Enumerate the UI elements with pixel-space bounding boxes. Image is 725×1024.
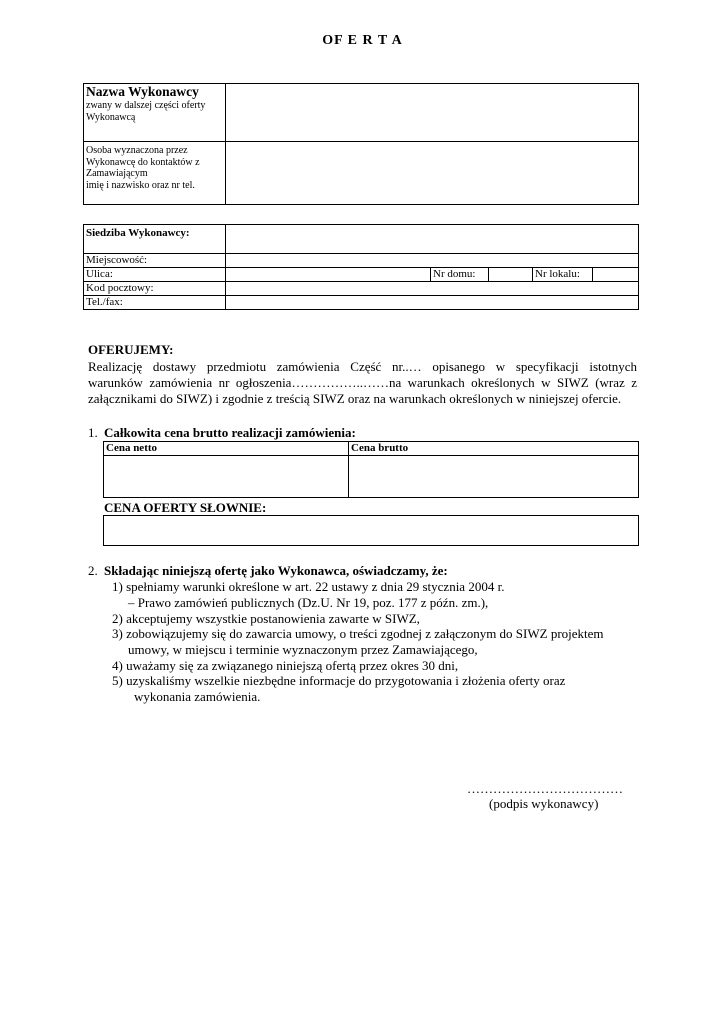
price-table — [103, 441, 639, 498]
house-no-field[interactable] — [489, 268, 533, 282]
postcode-label: Kod pocztowy: — [84, 282, 226, 296]
offer-line-3: załącznikami do SIWZ) i zgodnie z treścią SIWZ oraz na warunkach określonych w niniejszej ofercie. — [88, 391, 622, 406]
declaration-number: 2. — [88, 563, 98, 578]
declaration-item-1b: – Prawo zamówień publicznych (Dz.U. Nr 19, poz. 177 z późn. zm.), — [128, 595, 489, 610]
declaration-item-5b: wykonania zamówienia. — [134, 689, 261, 704]
seat-table — [83, 224, 639, 310]
contact-person-label — [84, 142, 226, 205]
city-label: Miejscowość: — [84, 254, 226, 268]
phone-label: Tel./fax: — [84, 296, 226, 310]
net-price-field[interactable] — [104, 456, 349, 498]
contact-line-4: imię i nazwisko oraz nr tel. — [86, 179, 195, 191]
declaration-item-3b: umowy, w miejscu i terminie wyznaczonym przez Zamawiającego, — [128, 642, 478, 657]
seat-field[interactable] — [226, 225, 639, 254]
gross-price-label: Cena brutto — [349, 442, 639, 456]
declaration-item-5a: 5) uzyskaliśmy wszelkie niezbędne informacje do przygotowania i złożenia oferty oraz — [112, 673, 566, 688]
street-label: Ulica: — [84, 268, 226, 282]
city-field[interactable] — [226, 254, 639, 268]
contact-line-2: Wykonawcę do kontaktów z — [86, 156, 200, 168]
postcode-field[interactable] — [226, 282, 639, 296]
phone-field[interactable] — [226, 296, 639, 310]
street-field[interactable] — [226, 268, 431, 282]
contractor-name-sub: zwany w dalszej części oferty Wykonawcą — [86, 100, 206, 123]
declaration-item-4: 4) uważamy się za związanego niniejszą ofertą przez okres 30 dni, — [112, 658, 459, 673]
declaration-item-3a: 3) zobowiązujemy się do zawarcia umowy, o treści zgodnej z załączonym do SIWZ projektem — [112, 626, 604, 641]
seat-heading: Siedziba Wykonawcy: — [84, 225, 226, 254]
offer-line-1: Realizację dostawy przedmiotu zamówienia Część nr..… opisanego w specyfikacji istotnych — [88, 359, 637, 374]
declaration-item-1a: 1) spełniamy warunki określone w art. 22 ustawy z dnia 29 stycznia 2004 r. — [112, 579, 505, 594]
contact-line-3: Zamawiającym — [86, 168, 148, 179]
contractor-name-heading: Nazwa Wykonawcy — [86, 84, 199, 99]
flat-no-field[interactable] — [593, 268, 639, 282]
price-heading: Całkowita cena brutto realizacji zamówienia: — [104, 425, 356, 440]
price-words-field[interactable] — [103, 515, 639, 546]
offer-heading: OFERUJEMY: — [88, 342, 174, 357]
flat-no-label: Nr lokalu: — [533, 268, 593, 282]
signature-label: (podpis wykonawcy) — [489, 796, 599, 811]
declaration-item-2: 2) akceptujemy wszystkie postanowienia zawarte w SIWZ, — [112, 611, 420, 626]
price-words-label: CENA OFERTY SŁOWNIE: — [104, 500, 267, 515]
net-price-label: Cena netto — [104, 442, 349, 456]
offer-line-2: warunków zamówienia nr ogłoszenia……………..……na warunkach określonych w SIWZ (wraz z — [88, 375, 637, 390]
contractor-name-label — [84, 84, 226, 142]
price-number: 1. — [88, 425, 98, 440]
house-no-label: Nr domu: — [431, 268, 489, 282]
gross-price-field[interactable] — [349, 456, 639, 498]
contact-person-field[interactable] — [226, 142, 639, 205]
contractor-name-field[interactable] — [226, 84, 639, 142]
signature-line: ……………………………… — [467, 781, 623, 796]
page-title: OF E R T A — [322, 33, 403, 48]
contractor-table — [83, 83, 639, 205]
declaration-heading: Składając niniejszą ofertę jako Wykonawca, oświadczamy, że: — [104, 563, 448, 578]
contact-line-1: Osoba wyznaczona przez — [86, 145, 188, 156]
